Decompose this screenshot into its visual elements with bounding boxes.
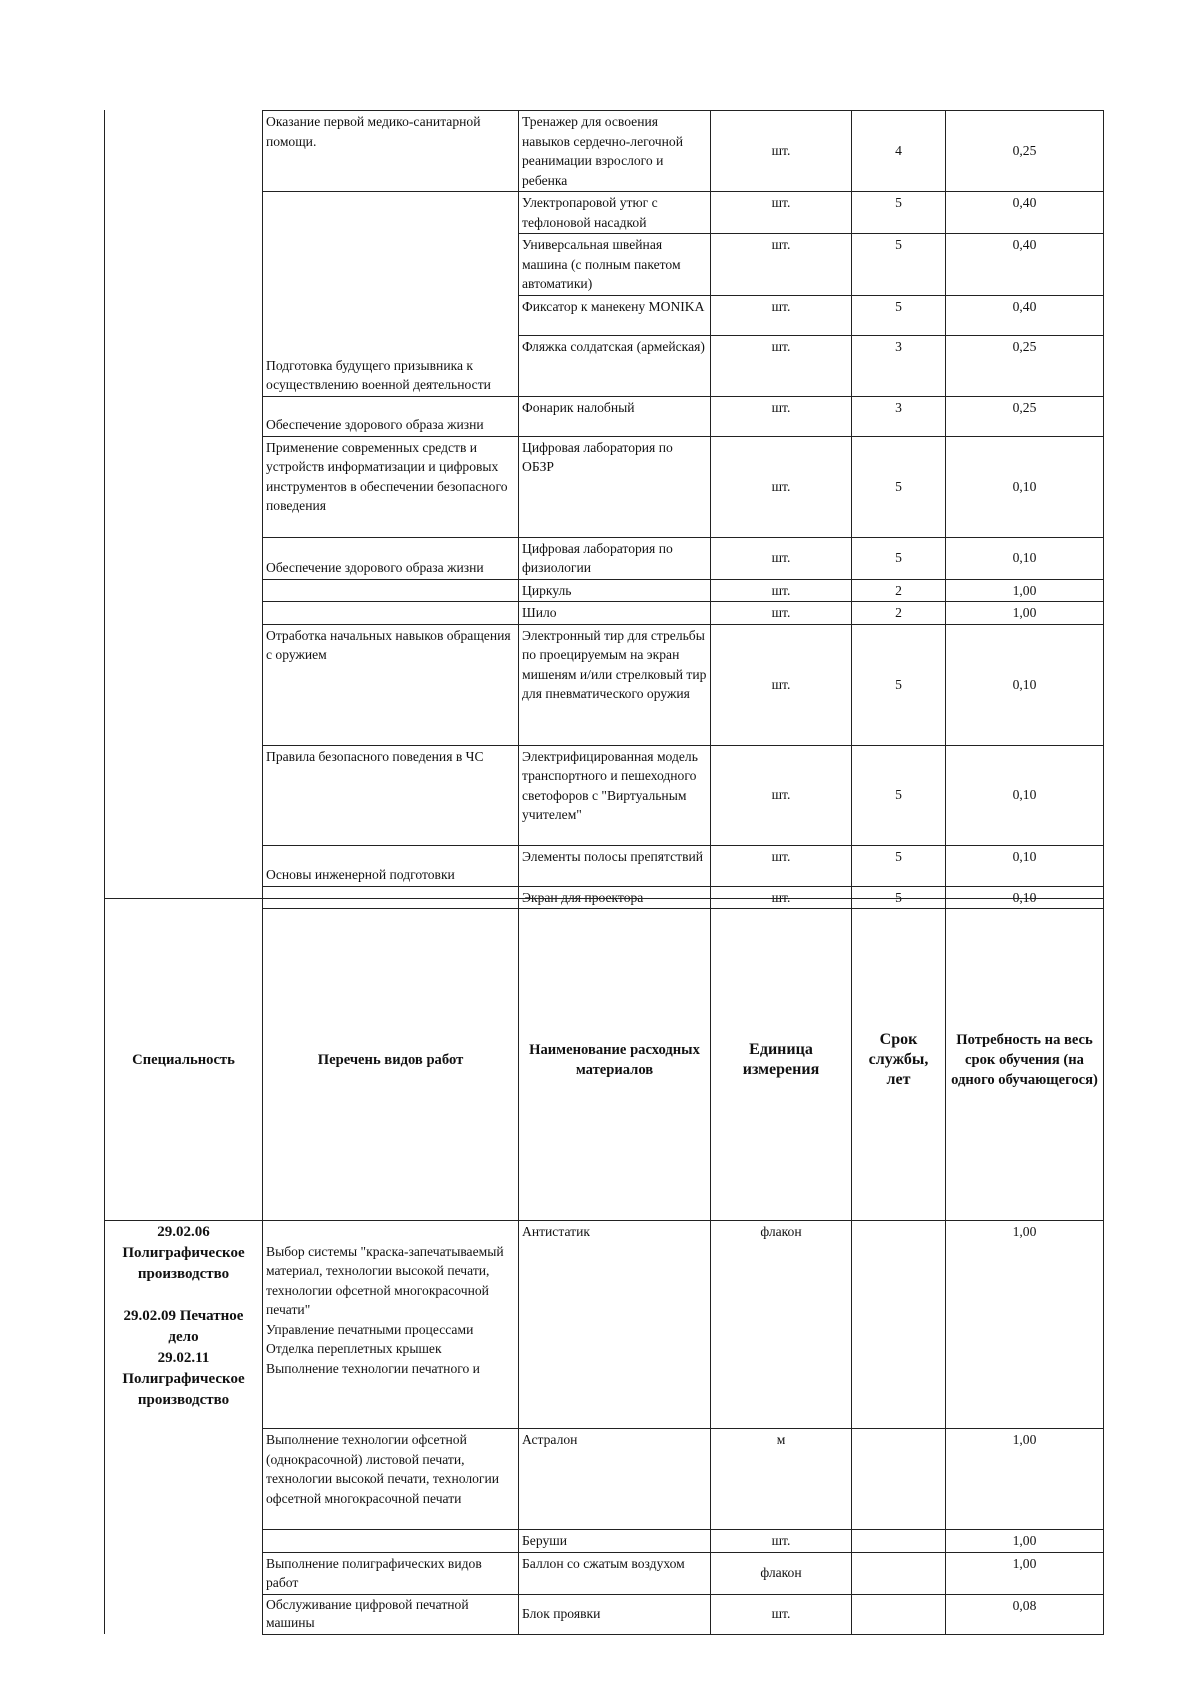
norm-cell: 0,10: [946, 745, 1104, 845]
need-cell: 1,00: [946, 1221, 1104, 1429]
unit-cell: шт.: [711, 234, 852, 296]
norm-cell: 0,10: [946, 845, 1104, 886]
header-specialty: Специальность: [105, 899, 263, 1221]
qty-cell: 5: [852, 537, 946, 579]
need-cell: 0,08: [946, 1594, 1104, 1634]
term-cell: [852, 1552, 946, 1594]
term-cell: [852, 1594, 946, 1634]
item-cell: Цифровая лаборатория по физиологии: [519, 537, 711, 579]
norm-cell: 0,25: [946, 111, 1104, 192]
norm-cell: 0,25: [946, 396, 1104, 436]
unit-cell: шт.: [711, 111, 852, 192]
unit-cell: шт.: [711, 295, 852, 335]
specialty-cell: 29.02.06 Полиграфическое производство 29.02.09 Печатное дело 29.02.11 Полиграфическое производство: [105, 1221, 263, 1635]
norm-cell: 0,10: [946, 624, 1104, 745]
equipment-table: [262, 110, 1104, 909]
qty-cell: 5: [852, 845, 946, 886]
qty-cell: 5: [852, 295, 946, 335]
unit-cell: шт.: [711, 192, 852, 234]
unit-cell: шт.: [711, 579, 852, 602]
item-cell: Беруши: [519, 1530, 711, 1553]
table-row: [263, 579, 1104, 602]
header-need: Потребность на весь срок обучения (на одного обучающегося): [946, 899, 1104, 1221]
norm-cell: 0,40: [946, 295, 1104, 335]
work-cell: Выполнение технологии офсетной (однокрасочной) листовой печати, технологии высокой печати, технологии офсетной многокрасочной печати: [263, 1429, 519, 1530]
table-row: [263, 436, 1104, 537]
item-cell: Баллон со сжатым воздухом: [519, 1552, 711, 1594]
term-cell: [852, 1530, 946, 1553]
norm-cell: 0,10: [946, 537, 1104, 579]
item-cell: Блок проявки: [519, 1594, 711, 1634]
need-cell: 1,00: [946, 1530, 1104, 1553]
norm-cell: 1,00: [946, 579, 1104, 602]
header-materials: Наименование расходных материалов: [519, 899, 711, 1221]
table-row: [263, 845, 1104, 886]
unit-cell: шт.: [711, 624, 852, 745]
norm-cell: 0,10: [946, 436, 1104, 537]
item-cell: Астралон: [519, 1429, 711, 1530]
norm-cell: 1,00: [946, 602, 1104, 625]
qty-cell: 2: [852, 602, 946, 625]
unit-cell: шт.: [711, 886, 852, 909]
unit-cell: флакон: [711, 1221, 852, 1429]
unit-cell: шт.: [711, 1594, 852, 1634]
header-term: Срок службы, лет: [852, 899, 946, 1221]
qty-cell: 5: [852, 192, 946, 234]
norm-cell: 0,25: [946, 335, 1104, 396]
item-cell: Цифровая лаборатория по ОБЗР: [519, 436, 711, 537]
norm-cell: 0,40: [946, 192, 1104, 234]
work-cell: [263, 1221, 519, 1429]
need-cell: 1,00: [946, 1429, 1104, 1530]
item-cell: Антистатик: [519, 1221, 711, 1429]
qty-cell: 5: [852, 886, 946, 909]
materials-table: [104, 898, 1104, 1635]
qty-cell: 2: [852, 579, 946, 602]
work-text: Выбор системы "краска-запечатываемый материал, технологии высокой печати, технологии офсетной многокрасочной печати" Управление печатными процессами Отделка переплетных крышек Выполнение технологии печатного и: [266, 1243, 504, 1376]
table-row: [263, 192, 1104, 234]
unit-cell: шт.: [711, 396, 852, 436]
item-cell: Фиксатор к манекену MONIKA: [519, 295, 711, 335]
norm-cell: 0,40: [946, 234, 1104, 296]
item-cell: Экран для проектора: [519, 886, 711, 909]
unit-cell: м: [711, 1429, 852, 1530]
item-cell: Универсальная швейная машина (с полным пакетом автоматики): [519, 234, 711, 296]
work-cell: [263, 602, 519, 625]
table-row: [105, 1221, 1104, 1429]
qty-cell: 3: [852, 396, 946, 436]
work-cell: Оказание первой медико-санитарной помощи.: [263, 111, 519, 192]
unit-cell: шт.: [711, 436, 852, 537]
work-cell: Применение современных средств и устройств информатизации и цифровых инструментов в обеспечении безопасного поведения: [263, 436, 519, 537]
unit-cell: шт.: [711, 745, 852, 845]
table-row: [263, 624, 1104, 745]
work-cell: Обеспечение здорового образа жизни: [263, 396, 519, 436]
work-cell: Выполнение полиграфических видов работ: [263, 1552, 519, 1594]
work-cell: Правила безопасного поведения в ЧС: [263, 745, 519, 845]
item-cell: Циркуль: [519, 579, 711, 602]
table-row: [263, 537, 1104, 579]
qty-cell: 5: [852, 624, 946, 745]
qty-cell: 5: [852, 745, 946, 845]
unit-cell: шт.: [711, 537, 852, 579]
unit-cell: шт.: [711, 1530, 852, 1553]
item-cell: Электронный тир для стрельбы по проецируемым на экран мишеням и/или стрелковый тир для пневматического оружия: [519, 624, 711, 745]
work-cell: [263, 1530, 519, 1553]
table-header-row: [105, 899, 1104, 1221]
qty-cell: 5: [852, 234, 946, 296]
header-works: Перечень видов работ: [263, 899, 519, 1221]
item-cell: Элементы полосы препятствий: [519, 845, 711, 886]
item-cell: Электрифицированная модель транспортного и пешеходного светофоров с "Виртуальным учителем": [519, 745, 711, 845]
work-cell: Подготовка будущего призывника к осуществлению военной деятельности: [263, 192, 519, 397]
term-cell: [852, 1221, 946, 1429]
table-row: [263, 396, 1104, 436]
qty-cell: 5: [852, 436, 946, 537]
item-cell: Фляжка солдатская (армейская): [519, 335, 711, 396]
work-cell: Отработка начальных навыков обращения с оружием: [263, 624, 519, 745]
item-cell: Улектропаровой утюг с тефлоновой насадкой: [519, 192, 711, 234]
unit-cell: шт.: [711, 845, 852, 886]
unit-cell: флакон: [711, 1552, 852, 1594]
unit-cell: шт.: [711, 602, 852, 625]
need-cell: 1,00: [946, 1552, 1104, 1594]
work-cell: Основы инженерной подготовки: [263, 845, 519, 886]
table-row: [263, 745, 1104, 845]
item-cell: Тренажер для освоения навыков сердечно-легочной реанимации взрослого и ребенка: [519, 111, 711, 192]
work-cell: Обслуживание цифровой печатной машины: [263, 1594, 519, 1634]
item-cell: Фонарик налобный: [519, 396, 711, 436]
qty-cell: 3: [852, 335, 946, 396]
table-row: [263, 111, 1104, 192]
qty-cell: 4: [852, 111, 946, 192]
item-cell: Шило: [519, 602, 711, 625]
header-unit: Единица измерения: [711, 899, 852, 1221]
work-cell: [263, 579, 519, 602]
table-row: [263, 602, 1104, 625]
unit-cell: шт.: [711, 335, 852, 396]
work-cell: Обеспечение здорового образа жизни: [263, 537, 519, 579]
norm-cell: 0,10: [946, 886, 1104, 909]
term-cell: [852, 1429, 946, 1530]
